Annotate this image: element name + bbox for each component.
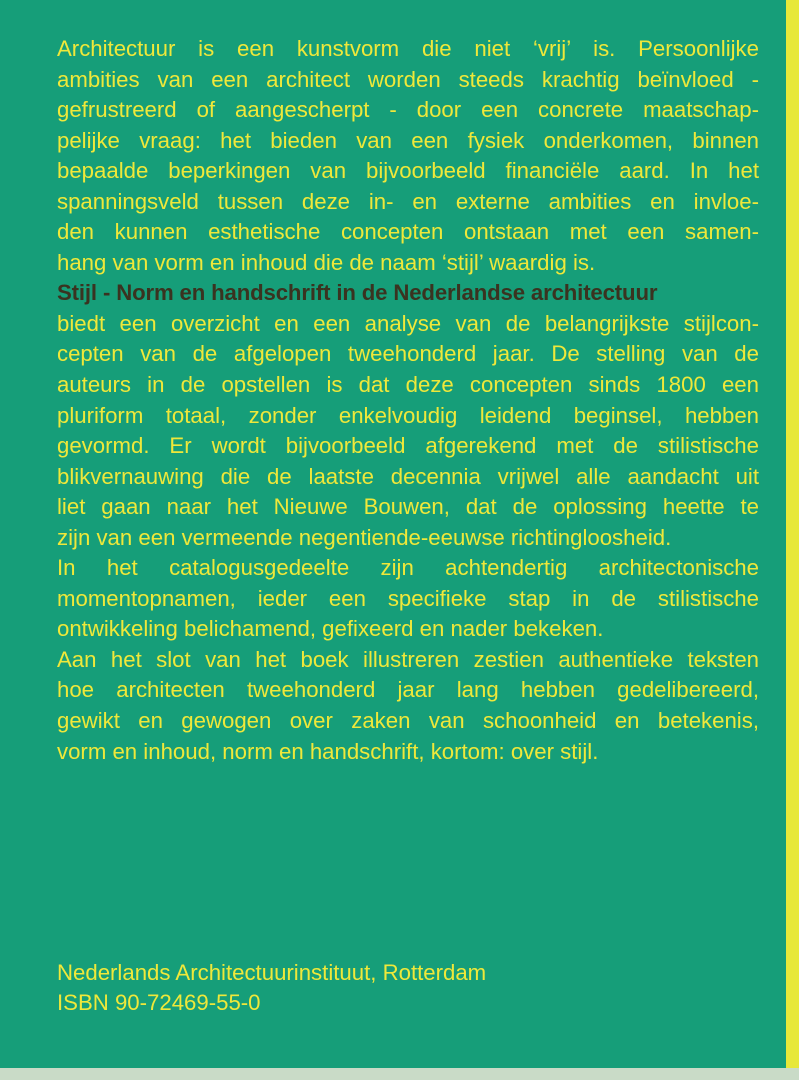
blurb-line: vorm en inhoud, norm en handschrift, kortom: over stijl. — [57, 738, 599, 764]
blurb-line: gevormd. Er wordt bijvoorbeeld afgerekend met de stilistische — [57, 433, 759, 459]
publisher-info — [57, 958, 486, 1019]
blurb-line: auteurs in de opstellen is dat deze concepten sinds 1800 een — [57, 372, 759, 398]
page-edge — [0, 1068, 799, 1080]
blurb-line: Aan het slot van het boek illustreren zestien authentieke teksten — [57, 646, 759, 672]
blurb-line: pluriform totaal, zonder enkelvoudig leidend beginsel, hebben — [57, 402, 759, 428]
blurb-line: gefrustreerd of aangescherpt - door een concrete maatschap- — [57, 97, 759, 123]
blurb-text — [57, 34, 759, 767]
blurb-line: zijn van een vermeende negentiende-eeuwse richtingloosheid. — [57, 524, 672, 550]
blurb-line: hoe architecten tweehonderd jaar lang hebben gedelibereerd, — [57, 677, 759, 703]
blurb-line: biedt een overzicht en een analyse van de belangrijkste stijlcon- — [57, 310, 759, 336]
blurb-line: spanningsveld tussen deze in- en externe ambities en invloe- — [57, 188, 759, 214]
blurb-line: hang van vorm en inhoud die de naam ‘stijl’ waardig is. — [57, 249, 596, 275]
blurb-line: gewikt en gewogen over zaken van schoonheid en betekenis, — [57, 708, 759, 734]
blurb-line: blikvernauwing die de laatste decennia vrijwel alle aandacht uit — [57, 463, 759, 489]
blurb-line: liet gaan naar het Nieuwe Bouwen, dat de oplossing heette te — [57, 494, 759, 520]
publisher-name: Nederlands Architectuurinstituut, Rotterdam — [57, 960, 487, 985]
blurb-line: In het catalogusgedeelte zijn achtendertig architectonische — [57, 555, 759, 581]
spine-edge — [786, 0, 799, 1080]
isbn-number: ISBN 90-72469-55-0 — [57, 990, 261, 1016]
blurb-line: Architectuur is een kunstvorm die niet ‘vrij’ is. Persoonlijke — [57, 36, 759, 61]
blurb-line: pelijke vraag: het bieden van een fysiek onderkomen, binnen — [57, 127, 759, 153]
blurb-line: cepten van de afgelopen tweehonderd jaar. De stelling van de — [57, 341, 759, 367]
blurb-line: ontwikkeling belichamend, gefixeerd en nader bekeken. — [57, 616, 604, 642]
blurb-line: ambities van een architect worden steeds krachtig beïnvloed - — [57, 66, 759, 92]
book-title-line: Stijl - Norm en handschrift in de Nederlandse architectuur — [57, 280, 658, 306]
blurb-line: den kunnen esthetische concepten ontstaan met een samen- — [57, 219, 759, 245]
blurb-line: momentopnamen, ieder een specifieke stap in de stilistische — [57, 585, 759, 611]
blurb-line: bepaalde beperkingen van bijvoorbeeld financiële aard. In het — [57, 158, 759, 184]
